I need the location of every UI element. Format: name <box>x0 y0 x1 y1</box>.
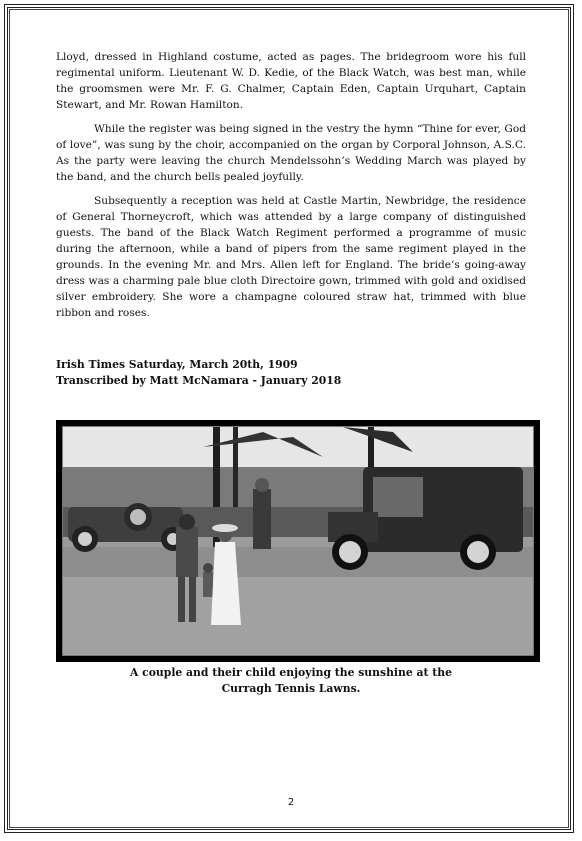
transcriber-line: Transcribed by Matt McNamara - January 2018 <box>56 374 342 387</box>
photo-frame <box>56 420 540 662</box>
historic-photo <box>62 426 534 656</box>
photo-illustration <box>63 427 533 655</box>
article-paragraph-2: While the register was being signed in the vestry the hymn “Thine for ever, God of love”, was sung by the choir, accompanied on the organ by Corporal Johnson, A.S.C. As the party were leaving the church Mendelssohn’s Wedding March was played by the band, and the church bells pealed joyfully. <box>56 123 526 183</box>
article-paragraph-3: Subsequently a reception was held at Castle Martin, Newbridge, the residence of General Thorneycroft, which was attended by a large company of distinguished guests. The band of the Black Watch Regiment performed a programme of music during the afternoon, while a band of pipers from the same regiment played in the grounds. In the evening Mr. and Mrs. Allen left for England. The bride’s going-away dress was a charming pale blue cloth Directoire gown, trimmed with gold and oxidised silver embroidery. She wore a champagne coloured straw hat, trimmed with blue ribbon and roses. <box>56 195 526 319</box>
article-body <box>56 49 526 329</box>
photo-caption <box>56 665 526 697</box>
photo-caption-line-2: Curragh Tennis Lawns. <box>221 682 361 695</box>
source-credit <box>56 357 341 389</box>
article-paragraph-1: Lloyd, dressed in Highland costume, acted as pages. The bridegroom wore his full regimental uniform. Lieutenant W. D. Kedie, of the Black Watch, was best man, while the groomsmen were Mr. F. G. Chalmer, Captain Eden, Captain Urquhart, Captain Stewart, and Mr. Rowan Hamilton. <box>56 51 526 111</box>
photo-caption-line-1: A couple and their child enjoying the sunshine at the <box>130 666 452 679</box>
source-newspaper-line: Irish Times Saturday, March 20th, 1909 <box>56 358 298 371</box>
page-number: 2 <box>287 797 295 808</box>
